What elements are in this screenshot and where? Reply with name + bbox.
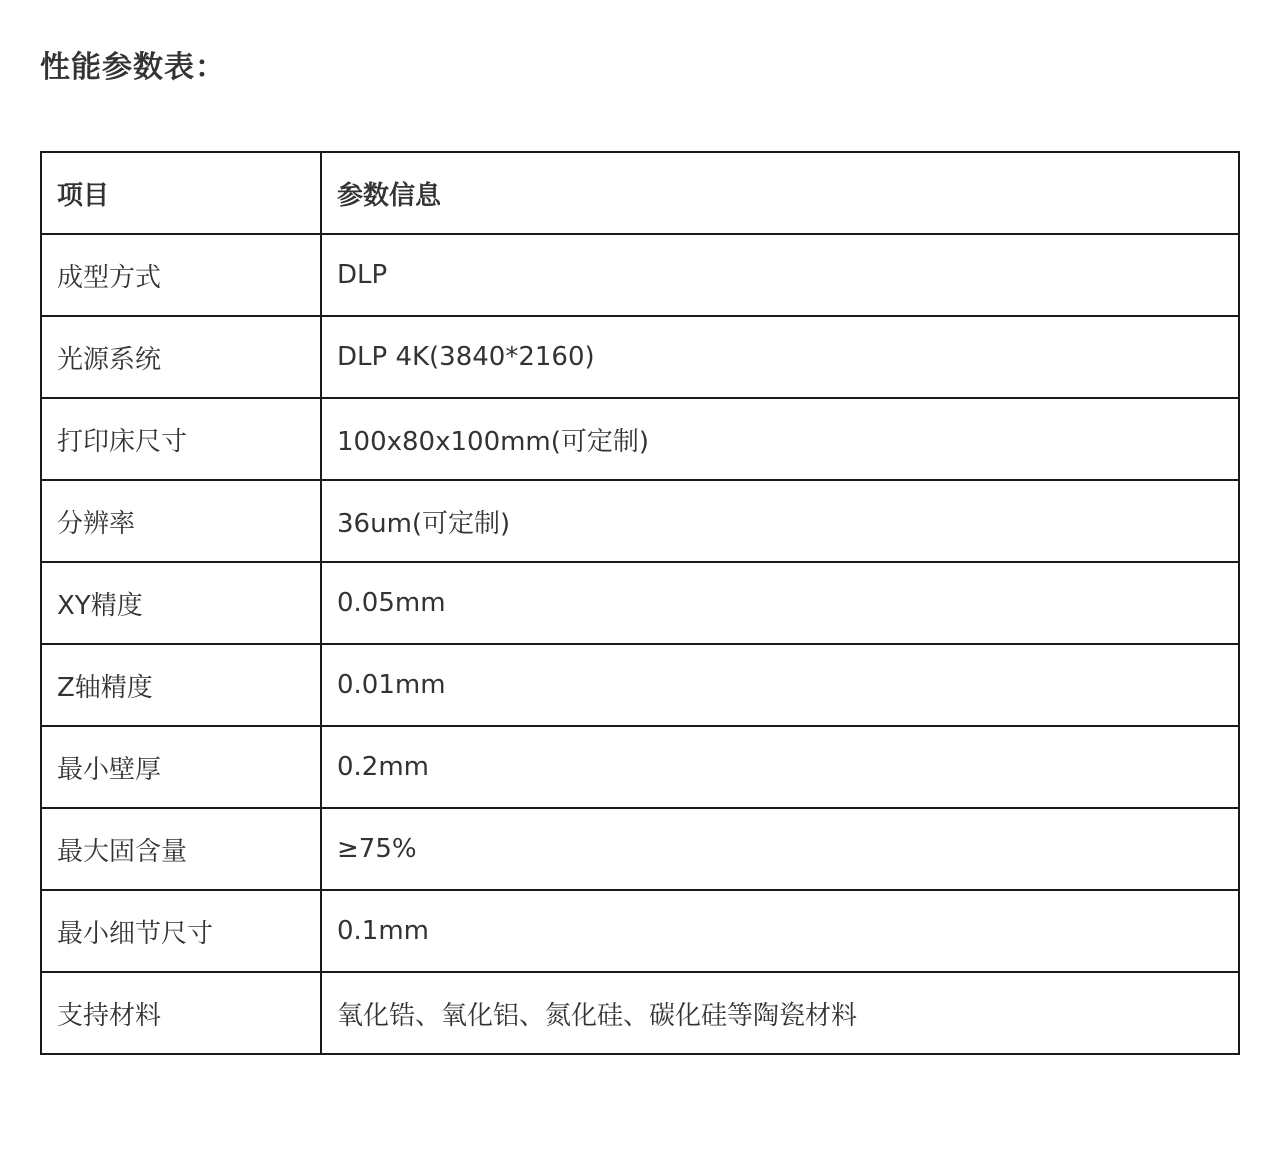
row-value: 0.1mm (321, 890, 1239, 972)
column-header-parameter-info: 参数信息 (321, 152, 1239, 234)
table-row (41, 562, 1239, 644)
column-header-item: 项目 (41, 152, 321, 234)
row-value: 0.05mm (321, 562, 1239, 644)
row-label: 光源系统 (41, 316, 321, 398)
row-value: 36um(可定制) (321, 480, 1239, 562)
row-value: 0.2mm (321, 726, 1239, 808)
row-label: 支持材料 (41, 972, 321, 1054)
row-label: 成型方式 (41, 234, 321, 316)
table-row (41, 890, 1239, 972)
row-value: 0.01mm (321, 644, 1239, 726)
row-label: 分辨率 (41, 480, 321, 562)
row-value: ≥75% (321, 808, 1239, 890)
row-label: 最小细节尺寸 (41, 890, 321, 972)
row-value: DLP (321, 234, 1239, 316)
row-value: 100x80x100mm(可定制) (321, 398, 1239, 480)
row-label: Z轴精度 (41, 644, 321, 726)
row-label: 最大固含量 (41, 808, 321, 890)
row-label: 最小壁厚 (41, 726, 321, 808)
performance-parameter-table (40, 151, 1240, 1055)
row-label: 打印床尺寸 (41, 398, 321, 480)
table-row (41, 316, 1239, 398)
row-value: DLP 4K(3840*2160) (321, 316, 1239, 398)
table-row (41, 808, 1239, 890)
table-row (41, 972, 1239, 1054)
table-row (41, 398, 1239, 480)
table-row (41, 234, 1239, 316)
row-label: XY精度 (41, 562, 321, 644)
table-row (41, 726, 1239, 808)
table-row (41, 480, 1239, 562)
row-value: 氧化锆、氧化铝、氮化硅、碳化硅等陶瓷材料 (321, 972, 1239, 1054)
table-row (41, 644, 1239, 726)
table-header-row (41, 152, 1239, 234)
page-title: 性能参数表： (40, 50, 226, 85)
